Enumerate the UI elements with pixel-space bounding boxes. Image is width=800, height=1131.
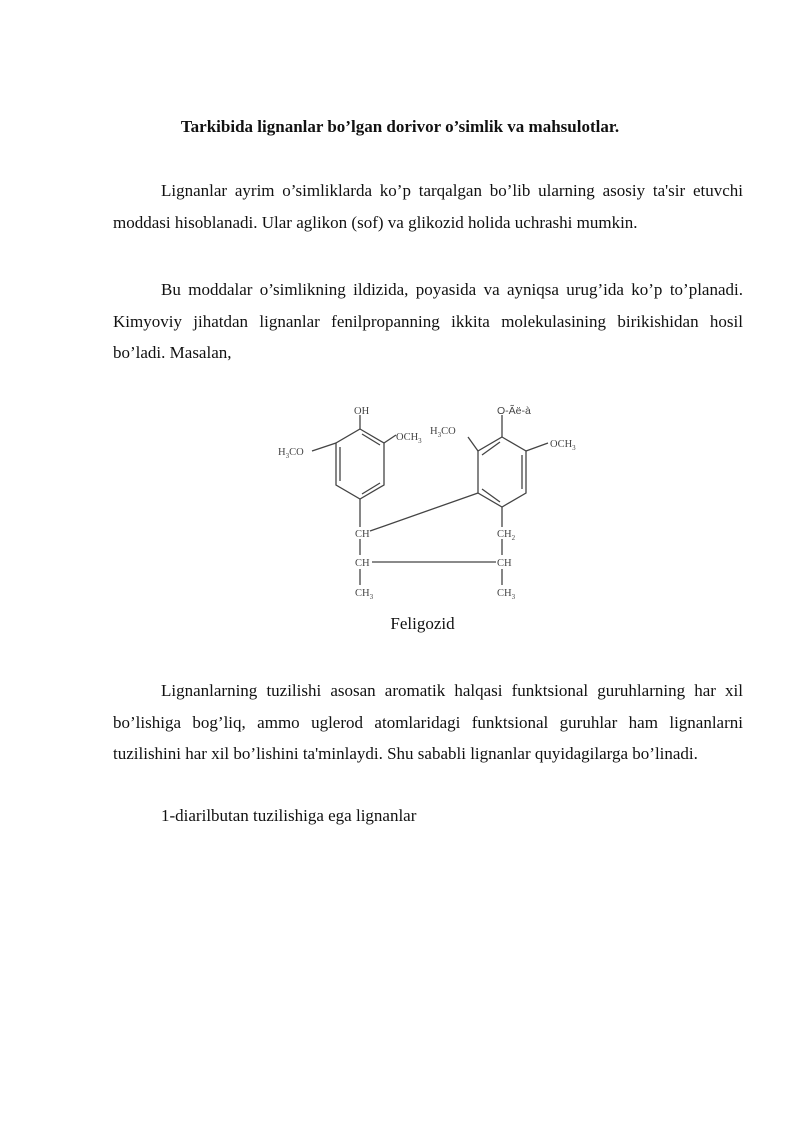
label-ch2: [497, 529, 516, 542]
label-ch3-b-main: CH: [497, 588, 512, 599]
label-h3co-left-tail: CO: [289, 447, 304, 458]
label-och3-left-main: OCH: [396, 432, 419, 443]
chemical-structure-figure: [260, 395, 590, 610]
paragraph-classification-item: 1-diarilbutan tuzilishiga ega lignanlar: [161, 806, 417, 825]
label-och3-right-main: OCH: [550, 439, 573, 450]
label-ch3-a-sub: 3: [369, 593, 374, 601]
left-benzene-ring: [336, 429, 384, 499]
label-ch-a: CH: [355, 529, 370, 540]
label-sugar: O-Ãë-à: [497, 405, 531, 417]
label-oh: OH: [354, 406, 370, 417]
h3co-left-bond: [312, 443, 336, 451]
label-h3co-right-tail: CO: [441, 426, 456, 437]
label-h3co-right-h: H: [430, 426, 438, 437]
label-ch-c: CH: [497, 558, 512, 569]
paragraph-intro: Lignanlar ayrim o’simliklarda ko’p tarqalgan bo’lib ularning asosiy ta'sir etuvchi moddasi hisoblanadi. Ular aglikon (sof) va glikozid holida uchrashi mumkin.: [113, 181, 743, 232]
document-title: Tarkibida lignanlar bo’lgan dorivor o’simlik va mahsulotlar.: [180, 117, 620, 136]
structure-bonds: [312, 415, 548, 585]
label-h3co-right: [430, 426, 456, 439]
paragraph-structure: Lignanlarning tuzilishi asosan aromatik halqasi funktsional guruhlarning har xil bo’lishiga bog’liq, ammo uglerod atomlaridagi funktsional guruhlar ham lignanlarni tuzilishini har xil bo’lishini ta'minlaydi. Shu sababli lignanlar quyidagilarga bo’linadi.: [113, 681, 743, 763]
label-h3co-left-sub: 3: [285, 452, 290, 460]
label-och3-left: [396, 432, 422, 445]
structure-labels: [278, 404, 576, 601]
label-h3co-left: [278, 447, 304, 460]
label-ch3-a: [355, 588, 374, 601]
label-ch3-a-main: CH: [355, 588, 370, 599]
h3co-right-bond: [468, 437, 478, 451]
label-ch-b: CH: [355, 558, 370, 569]
och3-left-bond: [384, 435, 396, 443]
label-ch2-main: CH: [497, 529, 512, 540]
label-och3-right-sub: 3: [572, 444, 576, 452]
paragraph-location: Bu moddalar o’simlikning ildizida, poyasida va ayniqsa urug’ida ko’p to’planadi. Kimyoviy jihatdan lignanlar fenilpropanning ikkita molekulasining birikishidan hosil bo’ladi. Masalan,: [113, 280, 743, 362]
figure-caption: Feligozid: [390, 614, 455, 633]
label-ch3-b: [497, 588, 516, 601]
feligozid-structure: [260, 395, 590, 610]
och3-right-bond: [526, 443, 548, 451]
label-ch2-sub: 2: [511, 534, 516, 542]
label-och3-left-sub: 3: [418, 437, 422, 445]
label-h3co-left-h: H: [278, 447, 286, 458]
label-och3-right: [550, 439, 576, 452]
right-benzene-ring: [478, 437, 526, 507]
label-ch3-b-sub: 3: [511, 593, 516, 601]
label-h3co-right-sub: 3: [437, 431, 442, 439]
bridge-bond: [370, 493, 478, 531]
